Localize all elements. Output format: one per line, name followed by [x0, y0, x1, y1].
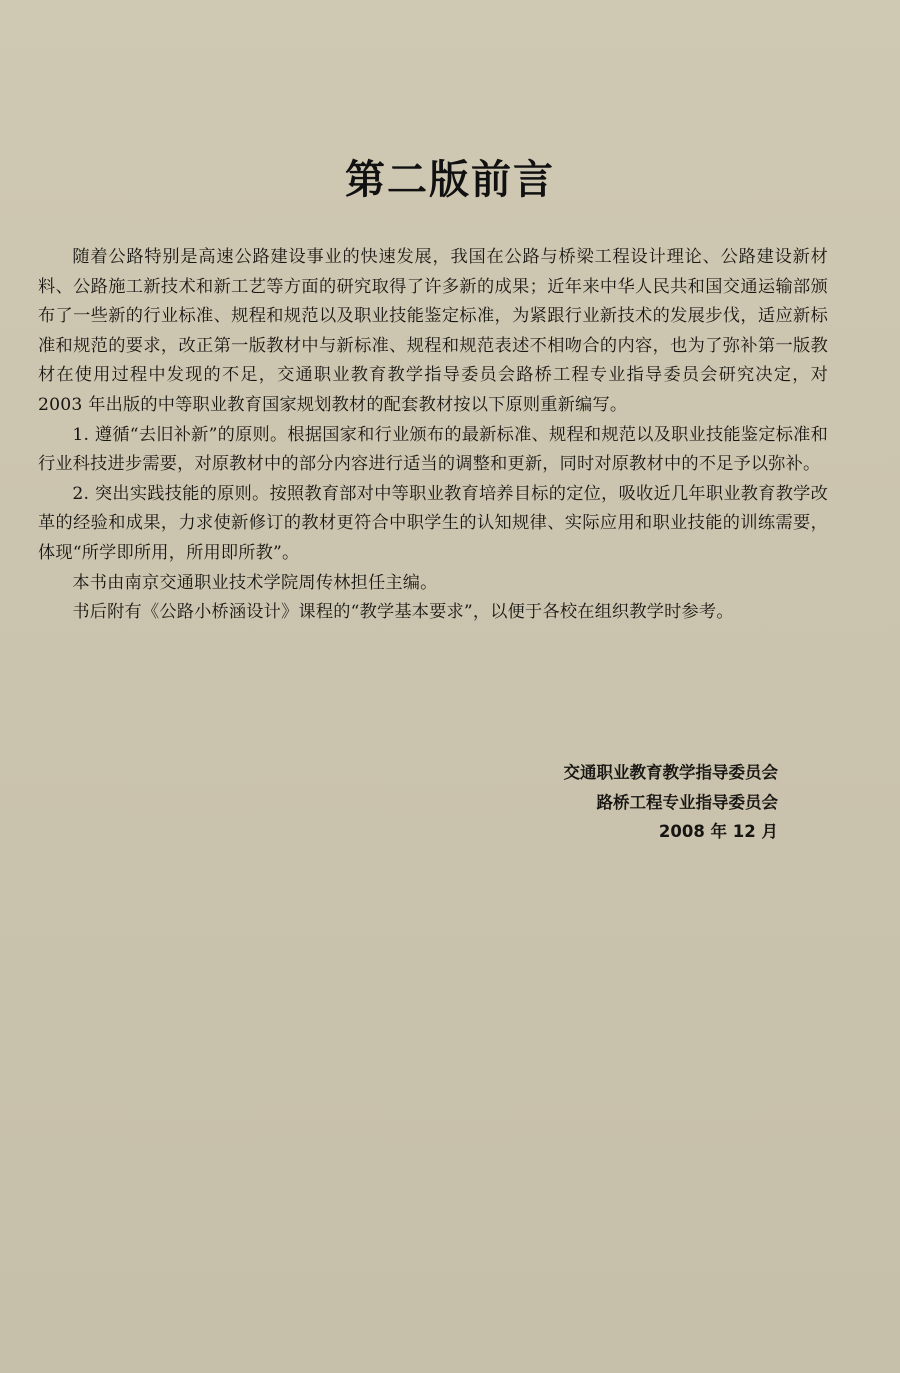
page-title: 第二版前言: [345, 157, 555, 203]
paragraph-editor: 本书由南京交通职业技术学院周传林担任主编。: [72, 572, 438, 593]
preface-body: [38, 243, 828, 628]
signature-block: [564, 758, 779, 847]
paragraph-appendix: 书后附有《公路小桥涵设计》课程的“教学基本要求”，以便于各校在组织教学时参考。: [72, 602, 734, 623]
paragraph-intro: 随着公路特别是高速公路建设事业的快速发展，我国在公路与桥梁工程设计理论、公路建设新材料、公路施工新技术和新工艺等方面的研究取得了许多新的成果；近年来中华人民共和国交通运输部颁布了一些新的行业标准、规程和规范以及职业技能鉴定标准，为紧跟行业新技术的发展步伐，适应新标准和规范的要求，改正第一版教材中与新标准、规程和规范表述不相吻合的内容，也为了弥补第一版教材在使用过程中发现的不足，交通职业教育教学指导委员会路桥工程专业指导委员会研究决定，对2003 年出版的中等职业教育国家规划教材的配套教材按以下原则重新编写。: [38, 247, 828, 415]
paragraph-principle-2: 2. 突出实践技能的原则。按照教育部对中等职业教育培养目标的定位，吸收近几年职业教育教学改革的经验和成果，力求使新修订的教材更符合中职学生的认知规律、实际应用和职业技能的训练需要，体现“所学即所用，所用即所教”。: [38, 483, 828, 563]
signature-org-1: 交通职业教育教学指导委员会: [563, 763, 778, 782]
signature-date: 2008 年 12 月: [658, 822, 778, 841]
signature-org-2: 路桥工程专业指导委员会: [596, 792, 778, 812]
paragraph-principle-1: 1. 遵循“去旧补新”的原则。根据国家和行业颁布的最新标准、规程和规范以及职业技能鉴定标准和行业科技进步需要，对原教材中的部分内容进行适当的调整和更新，同时对原教材中的不足予以弥补。: [38, 424, 828, 475]
